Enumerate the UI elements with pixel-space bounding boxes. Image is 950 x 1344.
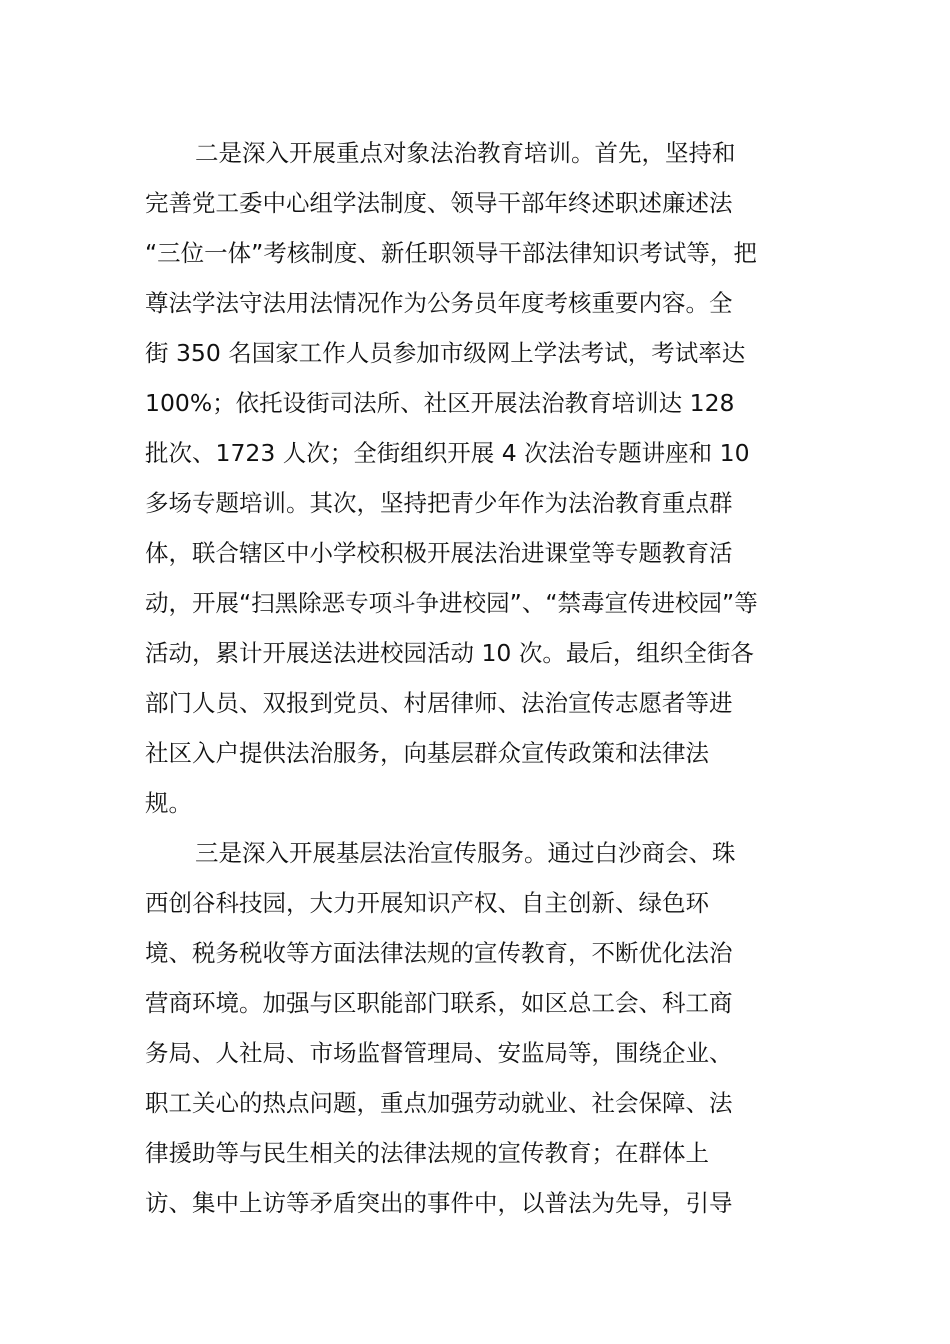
text-line: “三位一体”考核制度、新任职领导干部法律知识考试等，把 xyxy=(145,239,757,267)
text-line: 二是深入开展重点对象法治教育培训。首先，坚持和 xyxy=(195,139,736,167)
text-line: 三是深入开展基层法治宣传服务。通过白沙商会、珠 xyxy=(195,839,736,867)
text-line: 社区入户提供法治服务，向基层群众宣传政策和法律法 xyxy=(145,739,709,767)
text-line: 营商环境。加强与区职能部门联系，如区总工会、科工商 xyxy=(145,989,733,1017)
text-line: 部门人员、双报到党员、村居律师、法治宣传志愿者等进 xyxy=(145,689,733,717)
text-line: 务局、人社局、市场监督管理局、安监局等，围绕企业、 xyxy=(145,1039,733,1067)
text-line: 批次、1723 人次；全街组织开展 4 次法治专题讲座和 10 xyxy=(145,439,750,467)
text-line: 体，联合辖区中小学校积极开展法治进课堂等专题教育活 xyxy=(145,539,733,567)
text-line: 境、税务税收等方面法律法规的宣传教育，不断优化法治 xyxy=(145,939,733,967)
text-line: 动，开展“扫黑除恶专项斗争进校园”、“禁毒宣传进校园”等 xyxy=(145,589,758,617)
paragraph-grassroots-publicity xyxy=(145,828,805,1228)
paragraph-key-target-training xyxy=(145,128,805,828)
text-line: 西创谷科技园，大力开展知识产权、自主创新、绿色环 xyxy=(145,889,709,917)
text-line: 规。 xyxy=(145,789,192,817)
text-line: 访、集中上访等矛盾突出的事件中，以普法为先导，引导 xyxy=(145,1189,733,1217)
text-line: 职工关心的热点问题，重点加强劳动就业、社会保障、法 xyxy=(145,1089,733,1117)
text-line: 街 350 名国家工作人员参加市级网上学法考试，考试率达 xyxy=(145,339,746,367)
text-line: 尊法学法守法用法情况作为公务员年度考核重要内容。全 xyxy=(145,289,733,317)
text-line: 100%；依托设街司法所、社区开展法治教育培训达 128 xyxy=(145,389,735,417)
text-line: 完善党工委中心组学法制度、领导干部年终述职述廉述法 xyxy=(145,189,733,217)
text-line: 活动，累计开展送法进校园活动 10 次。最后，组织全街各 xyxy=(145,639,754,667)
text-line: 律援助等与民生相关的法律法规的宣传教育；在群体上 xyxy=(145,1139,709,1167)
text-line: 多场专题培训。其次，坚持把青少年作为法治教育重点群 xyxy=(145,489,733,517)
document-body xyxy=(145,128,805,1228)
